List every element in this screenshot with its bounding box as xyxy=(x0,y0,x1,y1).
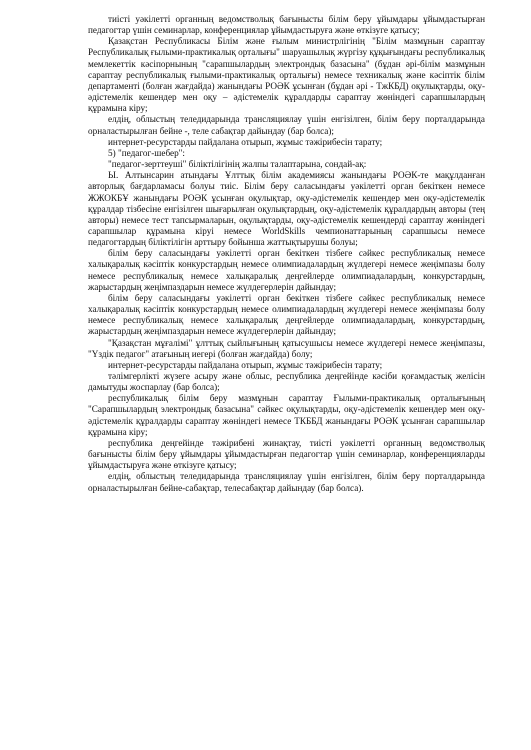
paragraph-8: білім беру саласындағы уәкілетті орган бекіткен тізбеге сәйкес республикалық немесе халықаралық кәсіптік конкурстардың немесе олимпиадалардың жүлдегері немесе жеңімпазы болу немесе республикалық немесе халықаралық деңгейлерде олимпиадалардың, конкурстардың, жарыстардың жеңімпаздарын немесе жүлдегерлерін дайындау; xyxy=(88,248,485,292)
paragraph-10: "Қазақстан мұғалімі" ұлттық сыйлығының қатысушысы немесе жүлдегері немесе жеңімпазы, "Үздік педагог" атағының иегері (болған жағдайда) болу; xyxy=(88,337,485,359)
paragraph-13: республикалық білім беру мазмұнын сараптау Ғылыми-практикалық орталығының "Сарапшылардың электрондық базасына" сәйкес оқулықтарды, оқу-әдістемелік кешендер мен оқу-әдістемелік құралдарды сараптау жөніндегі немесе ТКББД жанындағы РОӘК ұсынған сарапшылар құрамына кіру; xyxy=(88,393,485,437)
paragraph-11: интернет-ресурстарды пайдалана отырып, жұмыс тәжірибесін тарату; xyxy=(108,359,383,370)
paragraph-3: елдің, облыстың теледидарында трансляциялау үшін енгізілген, білім беру порталдарында орналастырылған бейне -, теле сабақтар дайындау (бар болса); xyxy=(88,114,485,136)
paragraph-12: тәлімгерлікті жүзеге асыру және облыс, республика деңгейінде кәсіби қоғамдастық желісін дамытуды жоспарлау (бар болса); xyxy=(88,371,485,393)
paragraph-1: тиісті уәкілетті органның ведомстволық бағынысты білім беру ұйымдары ұйымдастырған педагогтар үшін семинарлар, конференциялар ұйымдастыруға және өткізуге қатысу; xyxy=(88,14,485,36)
paragraph-2: Қазақстан Республикасы Білім және ғылым министрлігінің "Білім мазмұнын сараптау Республикалық ғылыми-практикалық орталығы" шаруашылық жүргізу құқығындағы республикалық мемлекеттік кәсіпорнының "сарапшылардың электрондық базасына" (бұдан әрі-білім мазмұнын сараптау республикалық ғылыми-практикалық орталығы) немесе техникалық және кәсіптік білім департаменті (болған жағдайда) жанындағы РОӘК ұсынған (бұдан әрі - ТжКБД) оқулықтарды, оқу-әдістемелік кешендер мен оқу – әдістемелік құралдарды сараптау жөніндегі сарапшылардың құрамына кіру; xyxy=(88,36,485,114)
paragraph-5-heading: 5) "педагог-шебер": xyxy=(108,147,185,158)
paragraph-4: интернет-ресурстарды пайдалана отырып, жұмыс тәжірибесін тарату; xyxy=(108,136,383,147)
paragraph-9: білім беру саласындағы уәкілетті орган бекіткен тізбеге сәйкес республикалық немесе халықаралық кәсіптік конкурстардың немесе олимпиадалардың жүлдегері немесе жеңімпазы болу немесе республикалық немесе халықаралық деңгейлерде олимпиадалардың, конкурстардың, жарыстардың жеңімпаздарын немесе жүлдегерлерін дайындау; xyxy=(88,292,485,337)
paragraph-7: Ы. Алтынсарин атындағы Ұлттық білім академиясы жанындағы РОӘК-те мақұлданған авторлық бағдарламасы болуы тиіс. Білім беру саласындағы уәкілетті орган бекіткен немесе ЖЖОКБҰ жанындағы РОӘК ұсынған оқулықтар, оқу-әдістемелік кешендер мен оқу-әдістемелік құралдар тізбесіне енгізілген шығарылған оқулықтардың, оқу-әдістемелік құралдардың авторы (тең авторы) немесе тест тапсырмаларын, оқулықтарды, оқу-әдістемелік кешендерді сараптау жөніндегі сарапшылар құрамына кіруі немесе WorldSkills чемпионаттарының сарапшысы немесе педагогтардың біліктілігін арттыру бойынша жаттықтырушы болуы; xyxy=(88,170,485,248)
paragraph-15: елдің, облыстың теледидарында трансляциялау үшін енгізілген, білім беру порталдарында орналастырылған бейне-сабақтар, телесабақтар дайындау (бар болса). xyxy=(88,471,485,493)
paragraph-14: республика деңгейінде тәжірибені жинақтау, тиісті уәкілетті органның ведомстволық бағынысты білім беру ұйымдары ұйымдастырған педагогтар үшін семинарлар, конференцияларды ұйымдастыруға және өткізуге қатысу; xyxy=(88,437,485,471)
paragraph-6: "педагог-зерттеуші" біліктілігінің жалпы талаптарына, сондай-ақ: xyxy=(108,159,367,170)
